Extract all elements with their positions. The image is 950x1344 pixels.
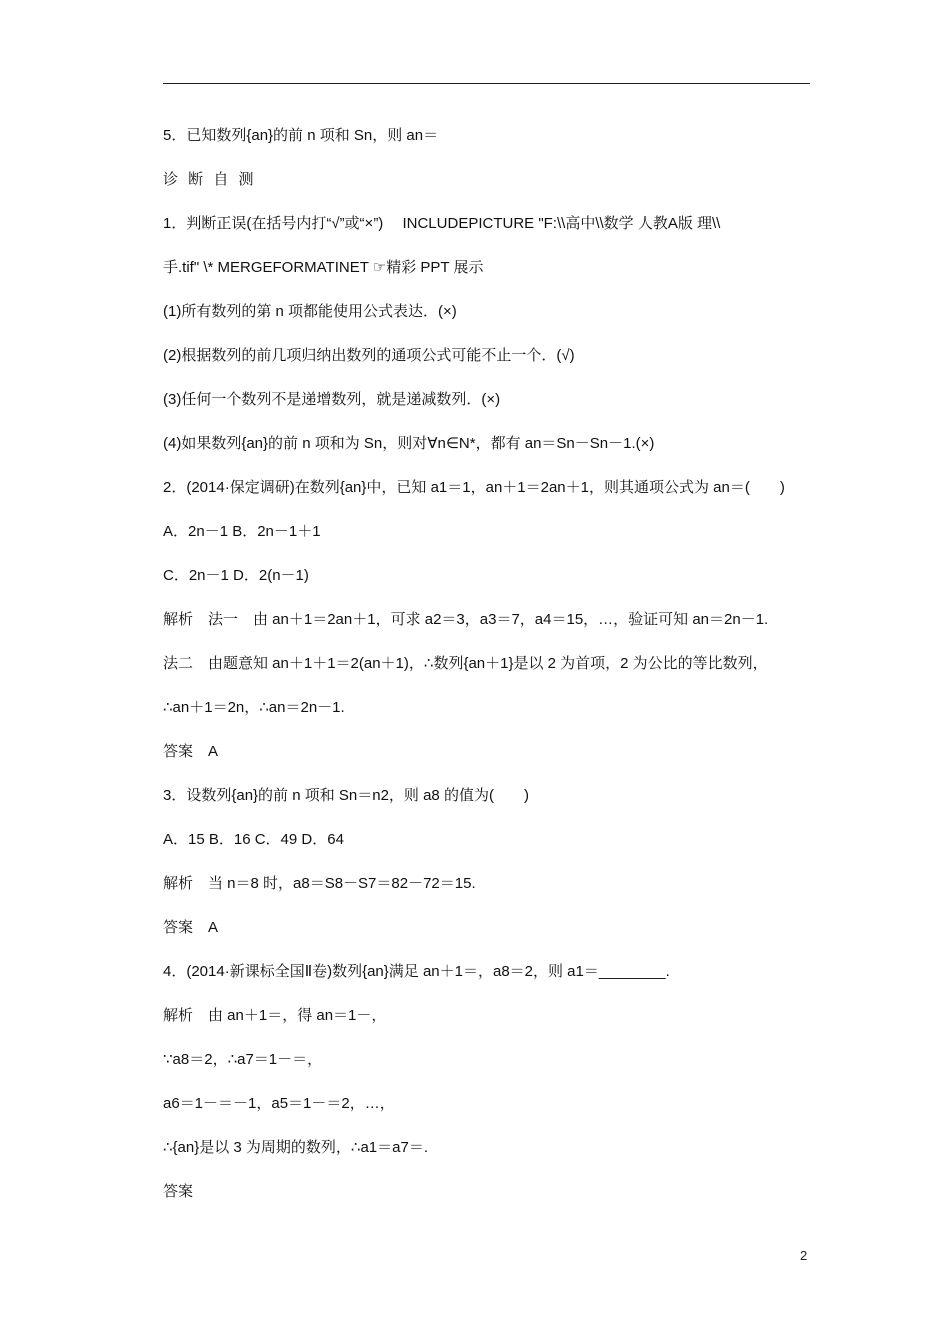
problem-4-solution-2: ∵a8＝2，∴a7＝1－＝， xyxy=(163,1051,323,1068)
problem-2-stem: 2．(2014·保定调研)在数列{an}中，已知 a1＝1，an＋1＝2an＋1，则其通项公式为 an＝( ) xyxy=(163,479,785,496)
problem-3-stem: 3．设数列{an}的前 n 项和 Sn＝n2，则 a8 的值为( ) xyxy=(163,787,529,804)
header-rule xyxy=(163,83,810,84)
problem-5-line: 5．已知数列{an}的前 n 项和 Sn，则 an＝ xyxy=(163,127,439,144)
section-heading: 诊 断 自 测 xyxy=(163,171,257,188)
problem-3-options: A．15 B．16 C．49 D．64 xyxy=(163,831,344,848)
problem-2-solution-1: 解析 法一 由 an＋1＝2an＋1，可求 a2＝3，a3＝7，a4＝15，…，验证可知 an＝2n－1. xyxy=(163,611,769,628)
judgement-3: (3)任何一个数列不是递增数列，就是递减数列．(×) xyxy=(163,391,501,408)
problem-4-solution-1: 解析 由 an＋1＝，得 an＝1－， xyxy=(163,1007,387,1024)
judgement-1: (1)所有数列的第 n 项都能使用公式表达．(×) xyxy=(163,303,457,320)
page-number: 2 xyxy=(800,1248,808,1263)
problem-4-answer: 答案 xyxy=(163,1183,194,1200)
judgement-4: (4)如果数列{an}的前 n 项和为 Sn，则对∀n∈N*，都有 an＝Sn－Sn－1.(×) xyxy=(163,435,655,452)
problem-1-stem: 1．判断正误(在括号内打“√”或“×”) INCLUDEPICTURE "F:\\高中\\数学 人教A版 理\\ xyxy=(163,215,721,232)
problem-3-answer: 答案 A xyxy=(163,919,219,936)
problem-3-solution: 解析 当 n＝8 时，a8＝S8－S7＝82－72＝15. xyxy=(163,875,476,892)
problem-2-options-ab: A．2n－1 B．2n－1＋1 xyxy=(163,523,321,540)
problem-1-field-code: 手.tif" \* MERGEFORMATINET ☞精彩 PPT 展示 xyxy=(163,259,484,276)
problem-2-answer: 答案 A xyxy=(163,743,219,760)
problem-2-solution-2: 法二 由题意知 an＋1＋1＝2(an＋1)，∴数列{an＋1}是以 2 为首项，2 为公比的等比数列， xyxy=(163,655,768,672)
judgement-2: (2)根据数列的前几项归纳出数列的通项公式可能不止一个．(√) xyxy=(163,347,575,364)
document-body xyxy=(163,126,813,1226)
problem-4-solution-4: ∴{an}是以 3 为周期的数列，∴a1＝a7＝. xyxy=(163,1139,429,1156)
problem-2-solution-3: ∴an＋1＝2n，∴an＝2n－1. xyxy=(163,699,345,716)
problem-4-stem: 4．(2014·新课标全国Ⅱ卷)数列{an}满足 an＋1＝，a8＝2，则 a1＝________. xyxy=(163,963,670,980)
problem-2-options-cd: C．2n－1 D．2(n－1) xyxy=(163,567,309,584)
problem-4-solution-3: a6＝1－＝－1，a5＝1－＝2，…， xyxy=(163,1095,395,1112)
